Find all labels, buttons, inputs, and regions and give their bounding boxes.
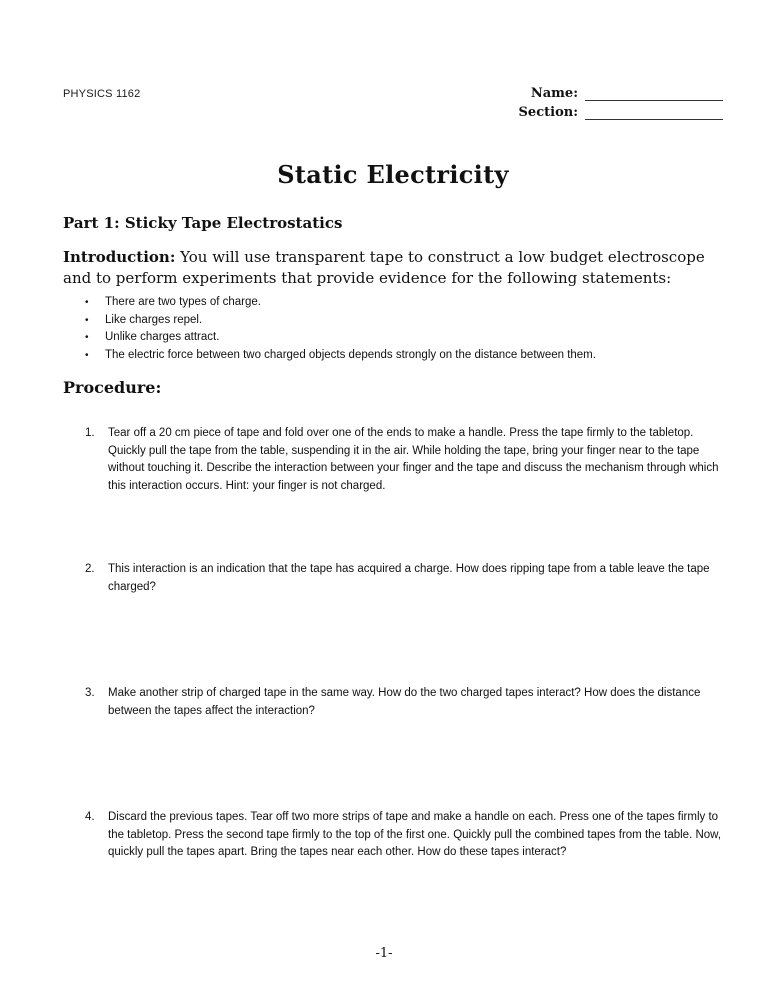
procedure-step-3 (63, 685, 723, 720)
name-row (519, 86, 723, 101)
step-number: 4. (85, 811, 95, 823)
document-title: Static Electricity (277, 160, 509, 189)
introduction-text: You will use transparent tape to construct a low budget electroscope and to perform experiments that provide evidence for the following statements: (63, 248, 705, 287)
bullet-text: Like charges repel. (105, 313, 203, 326)
bullet-icon: • (85, 349, 89, 361)
page-number: -1- (375, 946, 393, 961)
page-content (63, 86, 723, 862)
step-text: Discard the previous tapes. Tear off two more strips of tape and make a handle on each. Press one of the tapes firmly to the tabletop. Press the second tape firmly to the top of the first one. Quickly pull the combined tapes from the table. Now, quickly pull the tapes apart. Bring the tapes near each other. How do these tapes interact? (108, 811, 722, 858)
list-item (63, 294, 723, 312)
procedure-step-4 (63, 809, 723, 862)
introduction-paragraph (63, 247, 723, 289)
name-field[interactable] (585, 87, 723, 101)
procedure-step-1 (63, 425, 723, 495)
step-text: This interaction is an indication that the tape has acquired a charge. How does ripping tape from a table leave the tape charged? (108, 563, 710, 593)
step-text: Tear off a 20 cm piece of tape and fold over one of the ends to make a handle. Press the tape firmly to the tabletop. Quickly pull the tape from the table, suspending it in the air. While holding the tape, bring your finger near to the tape without touching it. Describe the interaction between your finger and the tape and discuss the mechanism through which this interaction occurs. Hint: your finger is not charged. (108, 427, 719, 492)
bullet-icon: • (85, 297, 89, 308)
list-item (63, 347, 723, 365)
bullet-icon: • (85, 332, 89, 343)
part1-heading: Part 1: Sticky Tape Electrostatics (63, 214, 343, 232)
step-number: 3. (85, 687, 95, 699)
step-number: 2. (85, 563, 95, 575)
introduction-label: Introduction: (63, 248, 176, 266)
section-field[interactable] (585, 106, 723, 120)
statement-bullet-list (63, 294, 723, 364)
page-header (63, 86, 723, 124)
student-id-block (519, 86, 723, 124)
procedure-step-2 (63, 561, 723, 596)
course-label: PHYSICS 1162 (63, 88, 141, 100)
list-item (63, 329, 723, 347)
procedure-step-list (63, 425, 723, 862)
step-number: 1. (85, 427, 95, 439)
procedure-heading: Procedure: (63, 378, 162, 397)
bullet-text: Unlike charges attract. (105, 331, 220, 343)
bullet-text: The electric force between two charged objects depends strongly on the distance between them. (105, 348, 596, 361)
section-row (519, 105, 723, 120)
name-label: Name: (530, 86, 578, 101)
list-item (63, 312, 723, 330)
step-text: Make another strip of charged tape in the same way. How do the two charged tapes interact? How does the distance between the tapes affect the interaction? (108, 687, 701, 717)
bullet-text: There are two types of charge. (105, 296, 261, 308)
bullet-icon: • (85, 314, 89, 326)
section-label: Section: (518, 105, 578, 120)
